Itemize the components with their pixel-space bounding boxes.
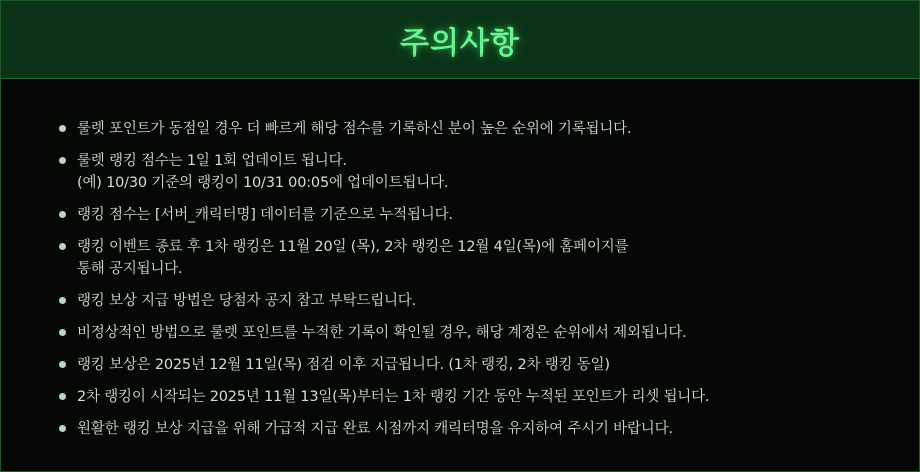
bullet-icon — [59, 393, 66, 400]
bullet-icon — [59, 297, 66, 304]
notice-item — [59, 236, 899, 280]
notice-item — [59, 354, 899, 376]
notice-list — [59, 118, 899, 450]
bullet-icon — [59, 211, 66, 218]
notice-text: 랭킹 보상은 2025년 12월 11일(목) 점검 이후 지급됩니다. (1차 랭킹, 2차 랭킹 동일) — [77, 357, 610, 373]
notice-item — [59, 386, 899, 408]
notice-text: 2차 랭킹이 시작되는 2025년 11월 13일(목)부터는 1차 랭킹 기간 동안 누적된 포인트가 리셋 됩니다. — [77, 389, 710, 405]
notice-text: 원활한 랭킹 보상 지급을 위해 가급적 지급 완료 시점까지 캐릭터명을 유지하여 주시기 바랍니다. — [77, 421, 673, 437]
notice-item — [59, 418, 899, 440]
notice-item — [59, 322, 899, 344]
notice-text: 랭킹 보상 지급 방법은 당첨자 공지 참고 부탁드립니다. — [77, 293, 417, 309]
notice-header — [1, 1, 919, 79]
notice-item — [59, 118, 899, 140]
notice-text: (예) 10/30 기준의 랭킹이 10/31 00:05에 업데이트됩니다. — [77, 175, 449, 191]
notice-text: 룰렛 포인트가 동점일 경우 더 빠르게 해당 점수를 기록하신 분이 높은 순위에 기록됩니다. — [77, 121, 632, 137]
notice-text: 룰렛 랭킹 점수는 1일 1회 업데이트 됩니다. — [77, 153, 347, 169]
bullet-icon — [59, 157, 66, 164]
bullet-icon — [59, 125, 66, 132]
notice-text: 랭킹 이벤트 종료 후 1차 랭킹은 11월 20일 (목), 2차 랭킹은 12월 4일(목)에 홈페이지를 — [77, 239, 629, 255]
bullet-icon — [59, 243, 66, 250]
notice-text: 랭킹 점수는 [서버_캐릭터명] 데이터를 기준으로 누적됩니다. — [77, 207, 453, 223]
page-title: 주의사항 — [400, 25, 520, 61]
notice-item — [59, 204, 899, 226]
bullet-icon — [59, 361, 66, 368]
bullet-icon — [59, 329, 66, 336]
notice-text: 통해 공지됩니다. — [77, 261, 183, 277]
notice-item — [59, 150, 899, 194]
bullet-icon — [59, 425, 66, 432]
notice-item — [59, 290, 899, 312]
notice-text: 비정상적인 방법으로 룰렛 포인트를 누적한 기록이 확인될 경우, 해당 계정은 순위에서 제외됩니다. — [77, 325, 687, 341]
